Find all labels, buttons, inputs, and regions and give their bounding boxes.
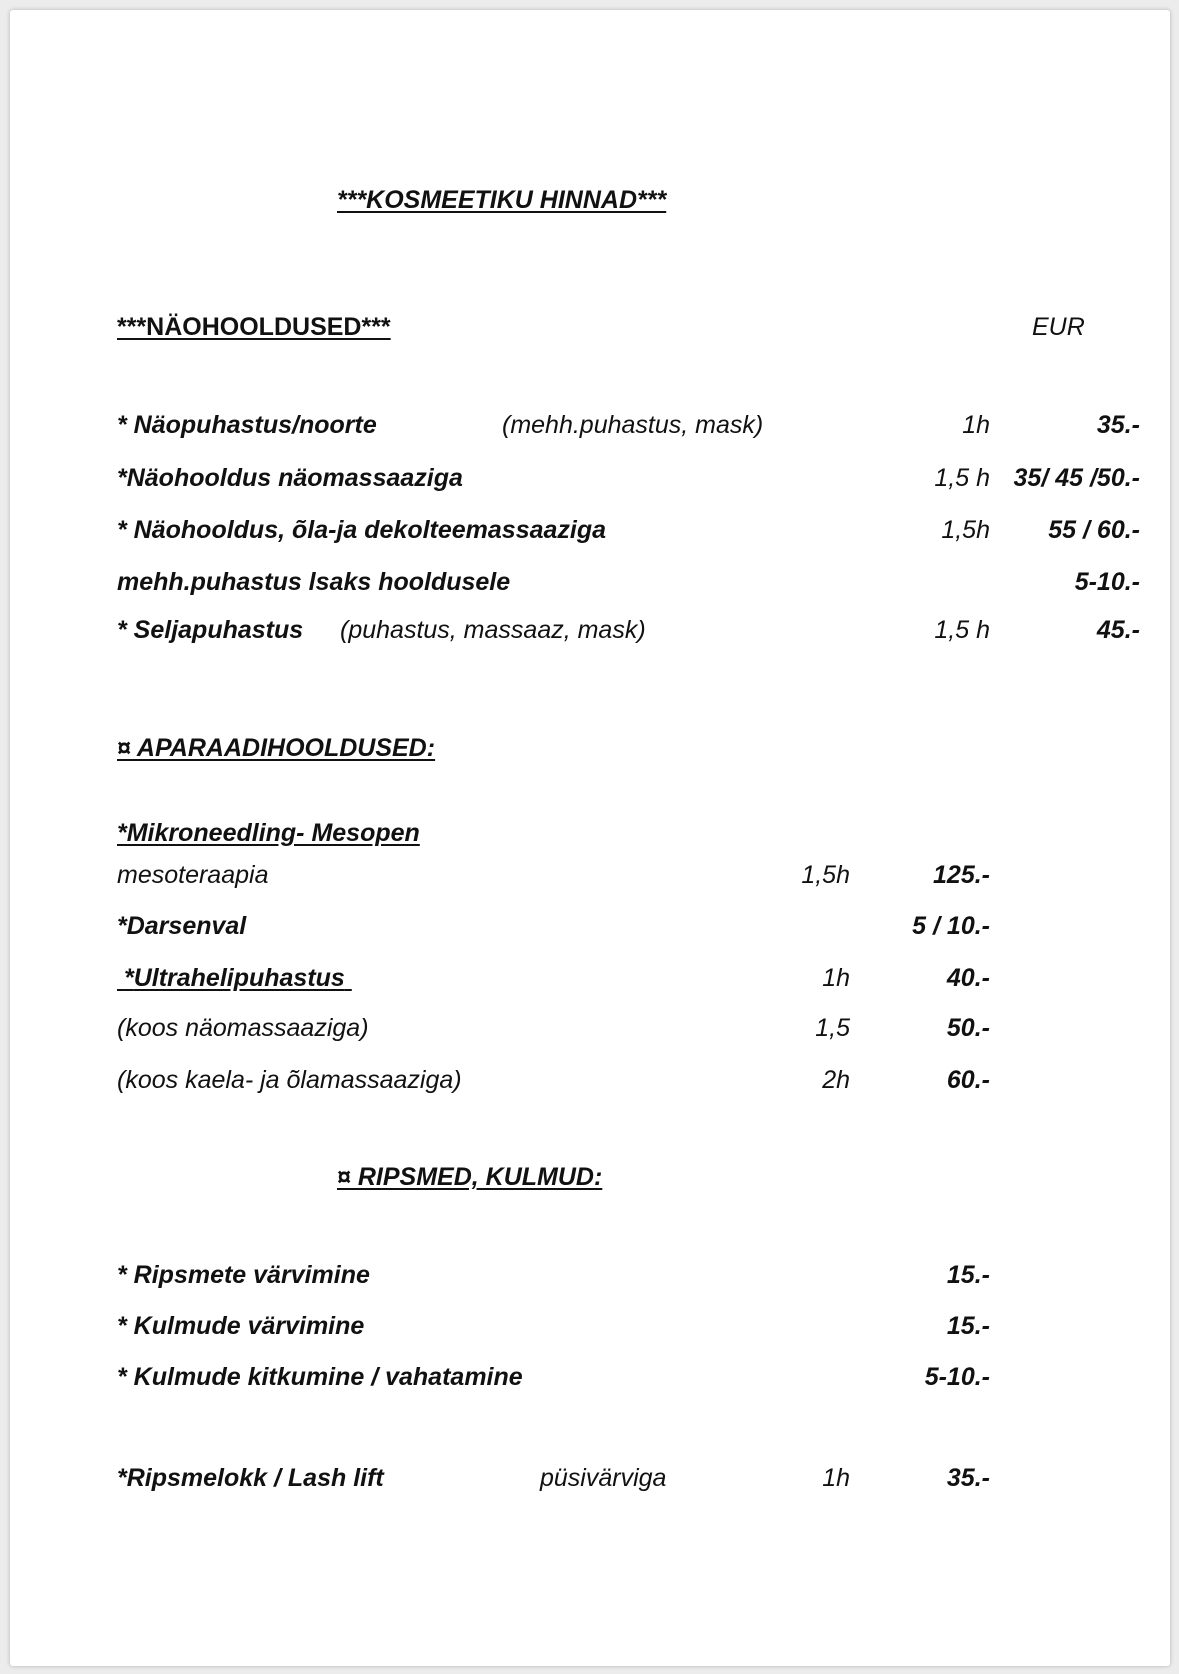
darsenval-name: *Darsenval [117,912,247,940]
lash-lift-price: 35.- [946,1464,990,1492]
microneedling-price: 125.- [933,861,990,889]
microneedling-time: 1,5h [801,861,850,889]
microneedling-sub: mesoteraapia [117,861,269,889]
page-title: ***KOSMEETIKU HINNAD*** [337,186,667,214]
ultrasound-variant-time: 2h [822,1066,850,1094]
item-name: * Näohooldus, õla-ja dekolteemassaaziga [117,516,607,544]
lashes-item-name: * Kulmude värvimine [117,1312,365,1340]
item-time: 1,5h [941,516,990,544]
lashes-item-name: * Ripsmete värvimine [117,1261,370,1289]
lash-lift-time: 1h [822,1464,850,1492]
item-price: 5-10.- [1074,568,1140,596]
price-list-page [10,10,1170,1666]
item-name: * Seljapuhastus [117,616,304,644]
ultrasound-name [117,963,352,993]
item-note: (mehh.puhastus, mask) [502,411,764,439]
lashes-section-heading: ¤ RIPSMED, KULMUD: [337,1163,603,1191]
item-time: 1,5 h [934,464,990,492]
ultrasound-variant-name: (koos näomassaaziga) [117,1014,369,1042]
item-price: 45.- [1096,616,1140,644]
item-price: 35.- [1096,411,1140,439]
lashes-item-name: * Kulmude kitkumine / vahatamine [117,1363,523,1391]
devices-section-heading: ¤ APARAADIHOOLDUSED: [117,734,436,762]
item-name: * Näopuhastus/noorte [117,411,377,439]
lash-lift-name: *Ripsmelokk / Lash lift [117,1464,384,1492]
ultrasound-variant-price: 60.- [946,1066,990,1094]
lash-lift-note: püsivärviga [540,1464,667,1492]
lashes-item-price: 5-10.- [924,1363,990,1391]
ultrasound-variant-time: 1,5 [815,1014,850,1042]
lashes-item-price: 15.- [946,1312,990,1340]
ultrasound-time: 1h [822,964,850,992]
item-time: 1,5 h [934,616,990,644]
microneedling-name: *Mikroneedling- Mesopen [117,819,420,847]
face-section-heading: ***NÄOHOOLDUSED*** [117,313,391,341]
item-price: 35/ 45 /50.- [1013,464,1140,492]
currency-label: EUR [1032,313,1085,341]
ultrasound-price: 40.- [946,964,990,992]
ultrasound-variant-price: 50.- [946,1014,990,1042]
item-time: 1h [962,411,990,439]
ultrasound-variant-name: (koos kaela- ja õlamassaaziga) [117,1066,462,1094]
item-note: (puhastus, massaaz, mask) [340,616,646,644]
ultrasound-label: Ultrahelipuhastus [133,964,345,992]
item-name: mehh.puhastus lsaks hooldusele [117,568,511,596]
item-price: 55 / 60.- [1048,516,1140,544]
lashes-item-price: 15.- [946,1261,990,1289]
darsenval-price: 5 / 10.- [912,912,990,940]
item-name: *Näohooldus näomassaaziga [117,464,463,492]
ultrasound-prefix: * [123,964,134,992]
